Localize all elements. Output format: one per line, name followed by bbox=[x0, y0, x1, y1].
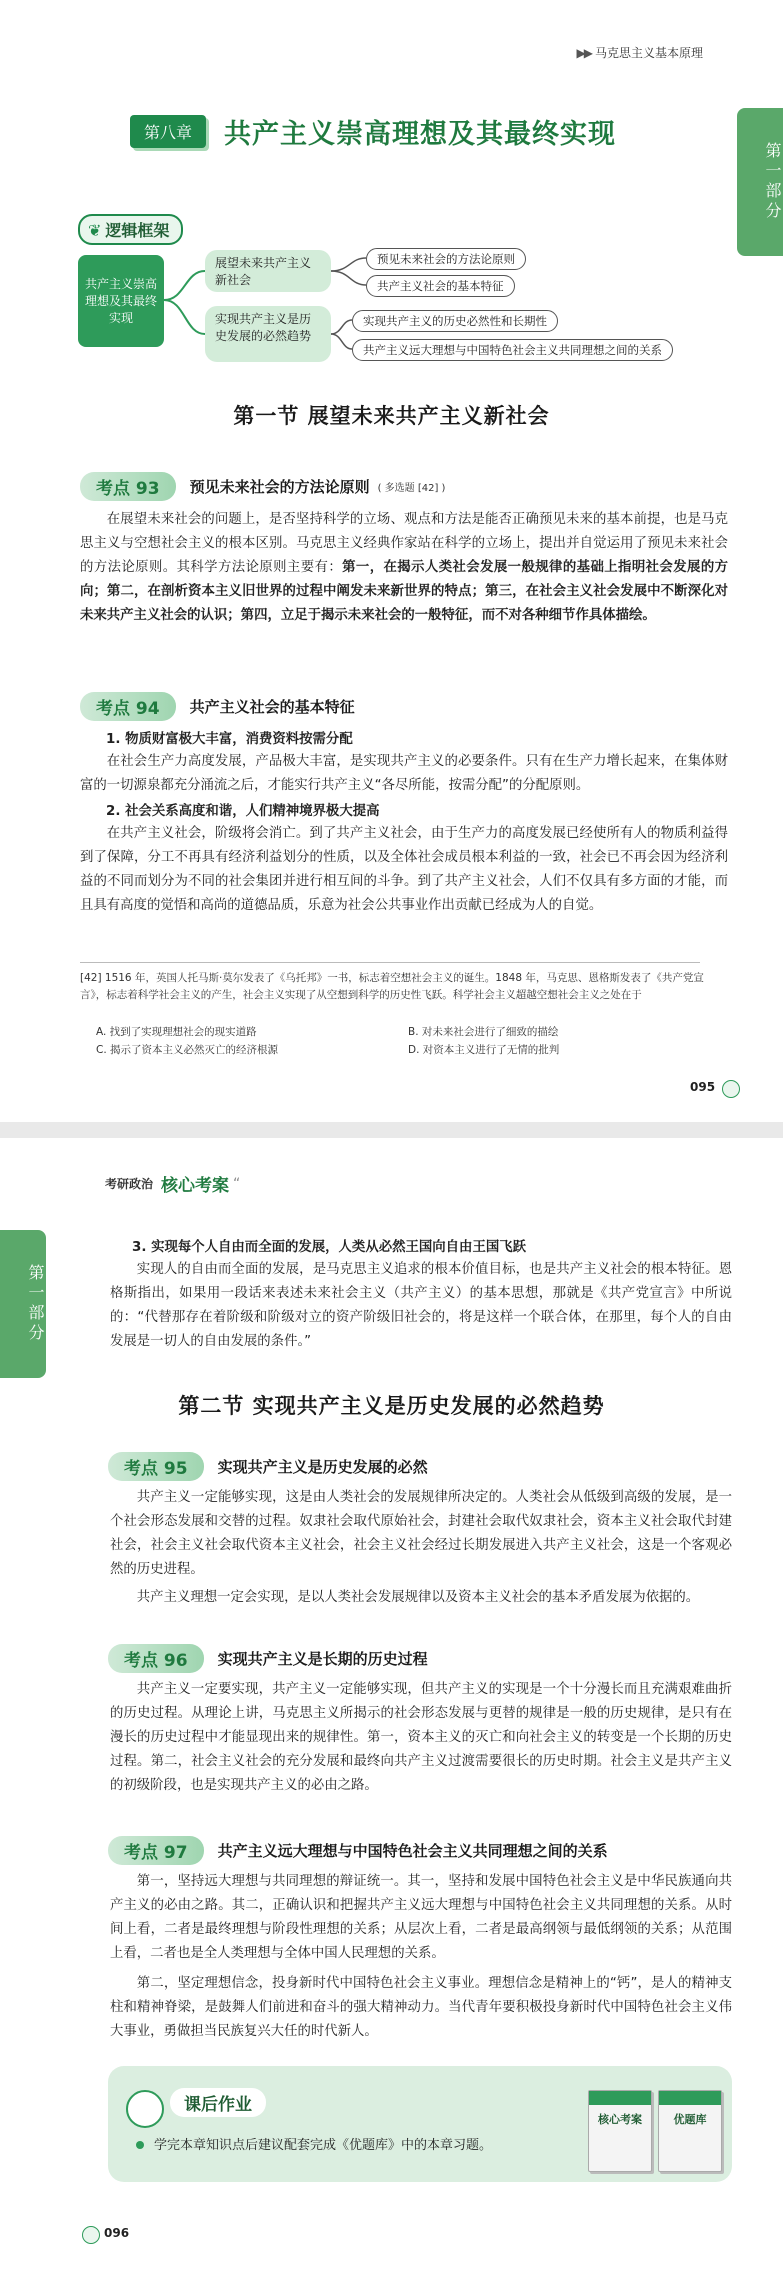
page-number: 095 bbox=[690, 1080, 716, 1094]
chapter-badge: 第八章 bbox=[130, 115, 206, 148]
subheading: 1. 物质财富极大丰富，消费资料按需分配 bbox=[106, 732, 353, 747]
paragraph: 在共产主义社会，阶级将会消亡。到了共产主义社会，由于生产力的高度发展已经使所有人的物质利益得到了保障，分工不再具有经济利益划分的性质，以及全体社会成员根本利益的一致，社会已不再会因为经济利益的不同而划分为不同的社会集团并进行相互间的斗争。到了共产主义社会，人们不仅具有多方面的才能，而且具有高度的觉悟和高尚的道德品质，乐意为社会公共事业作出贡献已经成为人的自觉。 bbox=[80, 826, 728, 913]
side-tab: 第一部分 bbox=[737, 108, 783, 256]
paragraph bbox=[80, 508, 728, 628]
mindmap-leaf: 共产主义社会的基本特征 bbox=[366, 275, 515, 297]
paragraph-text: 在展望未来社会的问题上，是否坚持科学的立场、观点和方法是能否正确预见未来的基本前提，也是马克思主义与空想社会主义的根本区别。马克思主义经典作家站在科学的立场上，提出并自觉运用了预见未来社会的方法论原则。其科学方法论原则主要有： bbox=[80, 512, 728, 575]
key-point-95 bbox=[108, 1452, 428, 1481]
footnote-option: A. 找到了实现理想社会的现实道路 bbox=[96, 1026, 257, 1038]
key-point-badge: 考点 93 bbox=[80, 472, 176, 501]
subheading: 3. 实现每个人自由而全面的发展，人类从必然王国向自由王国飞跃 bbox=[132, 1240, 527, 1255]
brand-small-text: 考研政治 bbox=[105, 1177, 154, 1191]
paragraph: 第二，坚定理想信念，投身新时代中国特色社会主义事业。理想信念是精神上的“钙”，是人的精神支柱和精神脊梁，是鼓舞人们前进和奋斗的强大精神动力。当代青年要积极投身新时代中国特色社会主义伟大事业，勇做担当民族复兴大任的时代新人。 bbox=[110, 1976, 732, 2039]
chapter-title: 共产主义崇高理想及其最终实现 bbox=[224, 119, 617, 150]
brand-header bbox=[105, 1171, 240, 1196]
question-type-note: ( 多选题 [42] ) bbox=[377, 483, 446, 494]
mindmap-leaf: 预见未来社会的方法论原则 bbox=[366, 248, 526, 270]
key-point-97 bbox=[108, 1836, 608, 1865]
mascot-icon bbox=[82, 2226, 100, 2244]
mascot-icon bbox=[126, 2090, 164, 2128]
mindmap-leaf: 共产主义远大理想与中国特色社会主义共同理想之间的关系 bbox=[352, 339, 673, 361]
footnote-option: C. 揭示了资本主义必然灭亡的经济根源 bbox=[96, 1044, 279, 1056]
key-point-94 bbox=[80, 692, 355, 721]
footnote-option: B. 对未来社会进行了细致的描绘 bbox=[408, 1026, 559, 1038]
key-point-badge: 考点 94 bbox=[80, 692, 176, 721]
book-cover bbox=[658, 2090, 722, 2172]
key-point-badge: 考点 97 bbox=[108, 1836, 204, 1865]
key-point-93 bbox=[80, 472, 445, 501]
key-point-badge: 考点 95 bbox=[108, 1452, 204, 1481]
homework-text: 学完本章知识点后建议配套完成《优题库》中的本章习题。 bbox=[154, 2138, 493, 2153]
book-cover bbox=[588, 2090, 652, 2172]
footnote-divider bbox=[80, 962, 700, 963]
book-title: 核心考案 bbox=[598, 2113, 642, 2126]
bullet-icon bbox=[136, 2141, 144, 2149]
section-title: 第一节 展望未来共产主义新社会 bbox=[233, 404, 550, 428]
side-tab: 第一部分 bbox=[0, 1230, 46, 1378]
mindmap-root: 共产主义崇高理想及其最终实现 bbox=[78, 255, 164, 347]
mindmap-branch-a: 展望未来共产主义新社会 bbox=[205, 250, 331, 292]
running-header-text: 马克思主义基本原理 bbox=[594, 46, 703, 60]
mindmap-branch-b: 实现共产主义是历史发展的必然趋势 bbox=[205, 306, 331, 362]
footnote: [42] 1516 年，英国人托马斯·莫尔发表了《乌托邦》一书，标志着空想社会主义的诞生。1848 年，马克思、恩格斯发表了《共产党宣言》，标志着科学社会主义的产生，社会主义实现了从空想到科学的历史性飞跃。科学社会主义超越空想社会主义之处在于 bbox=[80, 972, 704, 1001]
page-number: 096 bbox=[104, 2226, 130, 2240]
footnote-option: D. 对资本主义进行了无情的批判 bbox=[408, 1044, 560, 1056]
paragraph: 实现人的自由而全面的发展，是马克思主义追求的根本价值目标，也是共产主义社会的根本特征。恩格斯指出，如果用一段话来表述未来社会主义（共产主义）的基本思想，那就是《共产党宣言》中所说的：“代替那存在着阶级和阶级对立的资产阶级旧社会的，将是这样一个联合体，在那里，每个人的自由发展是一切人的自由发展的条件。” bbox=[110, 1262, 732, 1349]
mindmap-leaf: 实现共产主义的历史必然性和长期性 bbox=[352, 310, 558, 332]
paragraph: 共产主义理想一定会实现，是以人类社会发展规律以及资本主义社会的基本矛盾发展为依据的。 bbox=[136, 1590, 700, 1605]
paragraph: 共产主义一定能够实现，这是由人类社会的发展规律所决定的。人类社会从低级到高级的发展，是一个社会形态发展和交替的过程。奴隶社会取代原始社会，封建社会取代奴隶社会，资本主义社会取代封建社会，社会主义社会取代资本主义社会，社会主义社会经过长期发展进入共产主义社会，这是一个客观必然的历史进程。 bbox=[110, 1490, 732, 1577]
paragraph: 在社会生产力高度发展，产品极大丰富，是实现共产主义的必要条件。只有在生产力增长起来，在集体财富的一切源泉都充分涌流之后，才能实行共产主义“各尽所能，按需分配”的分配原则。 bbox=[80, 754, 728, 793]
brand-title: 核心考案 bbox=[161, 1176, 230, 1196]
paragraph: 第一，坚持远大理想与共同理想的辩证统一。其一，坚持和发展中国特色社会主义是中华民族通向共产主义的必由之路。其二，正确认识和把握共产主义远大理想与中国特色社会主义共同理想的关系。从时间上看，二者是最终理想与阶段性理想的关系；从层次上看，二者是最高纲领与最低纲领的关系；从范围上看，二者也是全人类理想与全体中国人民理想的关系。 bbox=[110, 1874, 732, 1961]
mascot-icon bbox=[722, 1080, 740, 1098]
paragraph: 共产主义一定要实现，共产主义一定能够实现，但共产主义的实现是一个十分漫长而且充满艰难曲折的历史过程。从理论上讲，马克思主义所揭示的社会形态发展与更替的规律是一般的历史规律，是只有在漫长的历史过程中才能显现出来的规律性。第一，资本主义的灭亡和向社会主义的转变是一个长期的历史过程。第二，社会主义社会的充分发展和最终向共产主义过渡需要很长的历史时期。社会主义是共产主义的初级阶段，也是实现共产主义的必由之路。 bbox=[110, 1682, 732, 1793]
key-point-title: 共产主义远大理想与中国特色社会主义共同理想之间的关系 bbox=[217, 1842, 608, 1860]
quote-mark-icon: “ bbox=[233, 1175, 241, 1192]
logic-framework-text: 逻辑框架 bbox=[105, 221, 170, 240]
double-arrow-icon: ▶▶ bbox=[576, 46, 591, 60]
book-title: 优题库 bbox=[673, 2113, 707, 2126]
key-point-title: 实现共产主义是长期的历史过程 bbox=[217, 1650, 428, 1668]
paragraph-bold-text: 第一，在揭示人类社会发展一般规律的基础上指明社会发展的方向；第二，在剖析资本主义旧世界的过程中阐发未来新世界的特点；第三，在社会主义社会发展中不断深化对未来共产主义社会的认识；第四，立足于揭示未来社会的一般特征，而不对各种细节作具体描绘。 bbox=[80, 560, 729, 623]
key-point-title: 实现共产主义是历史发展的必然 bbox=[217, 1458, 428, 1476]
homework-title: 课后作业 bbox=[170, 2088, 266, 2117]
homework-box bbox=[108, 2066, 732, 2182]
key-point-title: 共产主义社会的基本特征 bbox=[189, 698, 355, 716]
subheading: 2. 社会关系高度和谐，人们精神境界极大提高 bbox=[106, 804, 380, 819]
leaf-icon: ❦ bbox=[88, 221, 102, 240]
key-point-96 bbox=[108, 1644, 428, 1673]
book-strip bbox=[659, 2091, 721, 2105]
book-strip bbox=[589, 2091, 651, 2105]
key-point-title: 预见未来社会的方法论原则 bbox=[189, 478, 370, 496]
key-point-badge: 考点 96 bbox=[108, 1644, 204, 1673]
page-095 bbox=[0, 0, 783, 1122]
section-title: 第二节 实现共产主义是历史发展的必然趋势 bbox=[178, 1394, 605, 1418]
